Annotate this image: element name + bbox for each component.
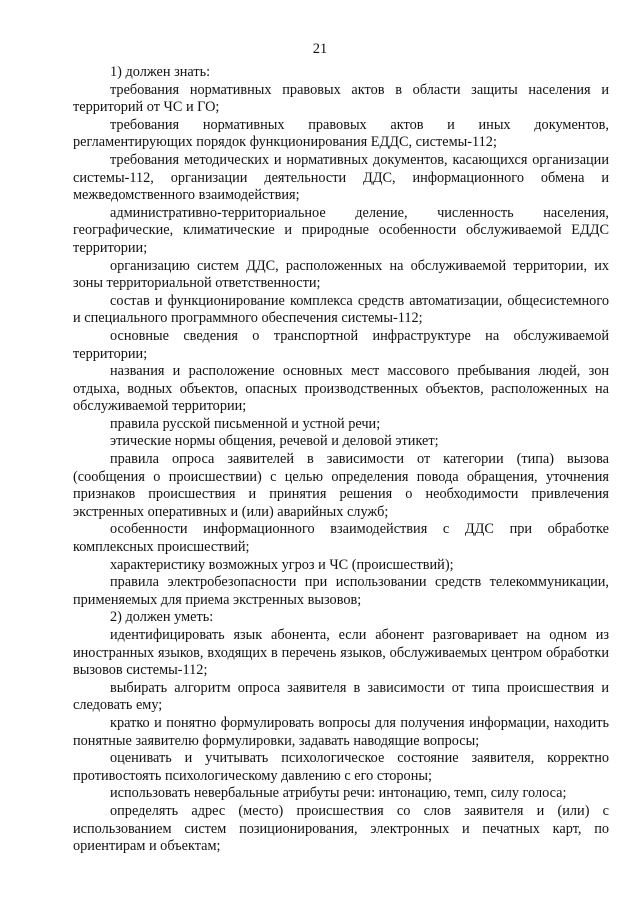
list-item: особенности информационного взаимодействия с ДДС при обработке комплексных происшествий; — [73, 521, 609, 556]
list-item: оценивать и учитывать психологическое состояние заявителя, корректно противостоять психологическому давлению с его стороны; — [73, 750, 609, 784]
list-item: требования нормативных правовых актов и иных документов, регламентирующих порядок функционирования ЕДДС, системы-112; — [73, 116, 609, 151]
list-item: кратко и понятно формулировать вопросы для получения информации, находить понятные заявителю формулировки, задавать наводящие вопросы; — [73, 714, 609, 749]
list-item: основные сведения о транспортной инфраструктуре на обслуживаемой территории; — [73, 327, 609, 362]
list-item: названия и расположение основных мест массового пребывания людей, зон отдыха, водных объектов, опасных производственных объектов, расположенных на обслуживаемой территории; — [73, 363, 609, 415]
page-number: 21 — [312, 41, 328, 57]
list-item: выбирать алгоритм опроса заявителя в зависимости от типа происшествия и следовать ему; — [73, 679, 609, 714]
list-item: организацию систем ДДС, расположенных на обслуживаемой территории, их зоны территориальной ответственности; — [73, 257, 609, 292]
list-item: правила русской письменной и устной речи; — [110, 415, 381, 432]
list-item: этические нормы общения, речевой и деловой этикет; — [110, 433, 439, 450]
list-item: правила опроса заявителей в зависимости от категории (типа) вызова (сообщения о происшествии) с целью определения повода обращения, уточнения признаков происшествия и принятия решения о необходимости привлечения экстренных оперативных и (или) аварийных служб; — [73, 451, 609, 520]
list-item: состав и функционирование комплекса средств автоматизации, общесистемного и специального программного обеспечения системы-112; — [73, 292, 609, 327]
list-item: административно-территориальное деление, численность населения, географические, климатические и природные особенности обслуживаемой ЕДДС территории; — [73, 204, 609, 256]
section-heading-know: 1) должен знать: — [110, 64, 211, 80]
document-body — [73, 64, 609, 856]
list-item: идентифицировать язык абонента, если абонент разговаривает на одном из иностранных языков, входящих в перечень языков, обслуживаемых центром обработки вызовов системы-112; — [73, 627, 609, 679]
list-item: правила электробезопасности при использовании средств телекоммуникации, применяемых для приема экстренных вызовов; — [73, 574, 609, 608]
list-item: требования нормативных правовых актов в области защиты населения и территорий от ЧС и ГО; — [73, 81, 609, 116]
list-item: требования методических и нормативных документов, касающихся организации системы-112, организации деятельности ДДС, информационного обмена и межведомственного взаимодействия; — [73, 151, 609, 204]
list-item: определять адрес (место) происшествия со слов заявителя и (или) с использованием систем позиционирования, электронных и печатных карт, по ориентирам и объектам; — [73, 802, 609, 855]
list-item: использовать невербальные атрибуты речи: интонацию, темп, силу голоса; — [110, 785, 567, 802]
list-item: характеристику возможных угроз и ЧС (происшествий); — [110, 556, 454, 573]
section-heading-able: 2) должен уметь: — [110, 609, 214, 626]
